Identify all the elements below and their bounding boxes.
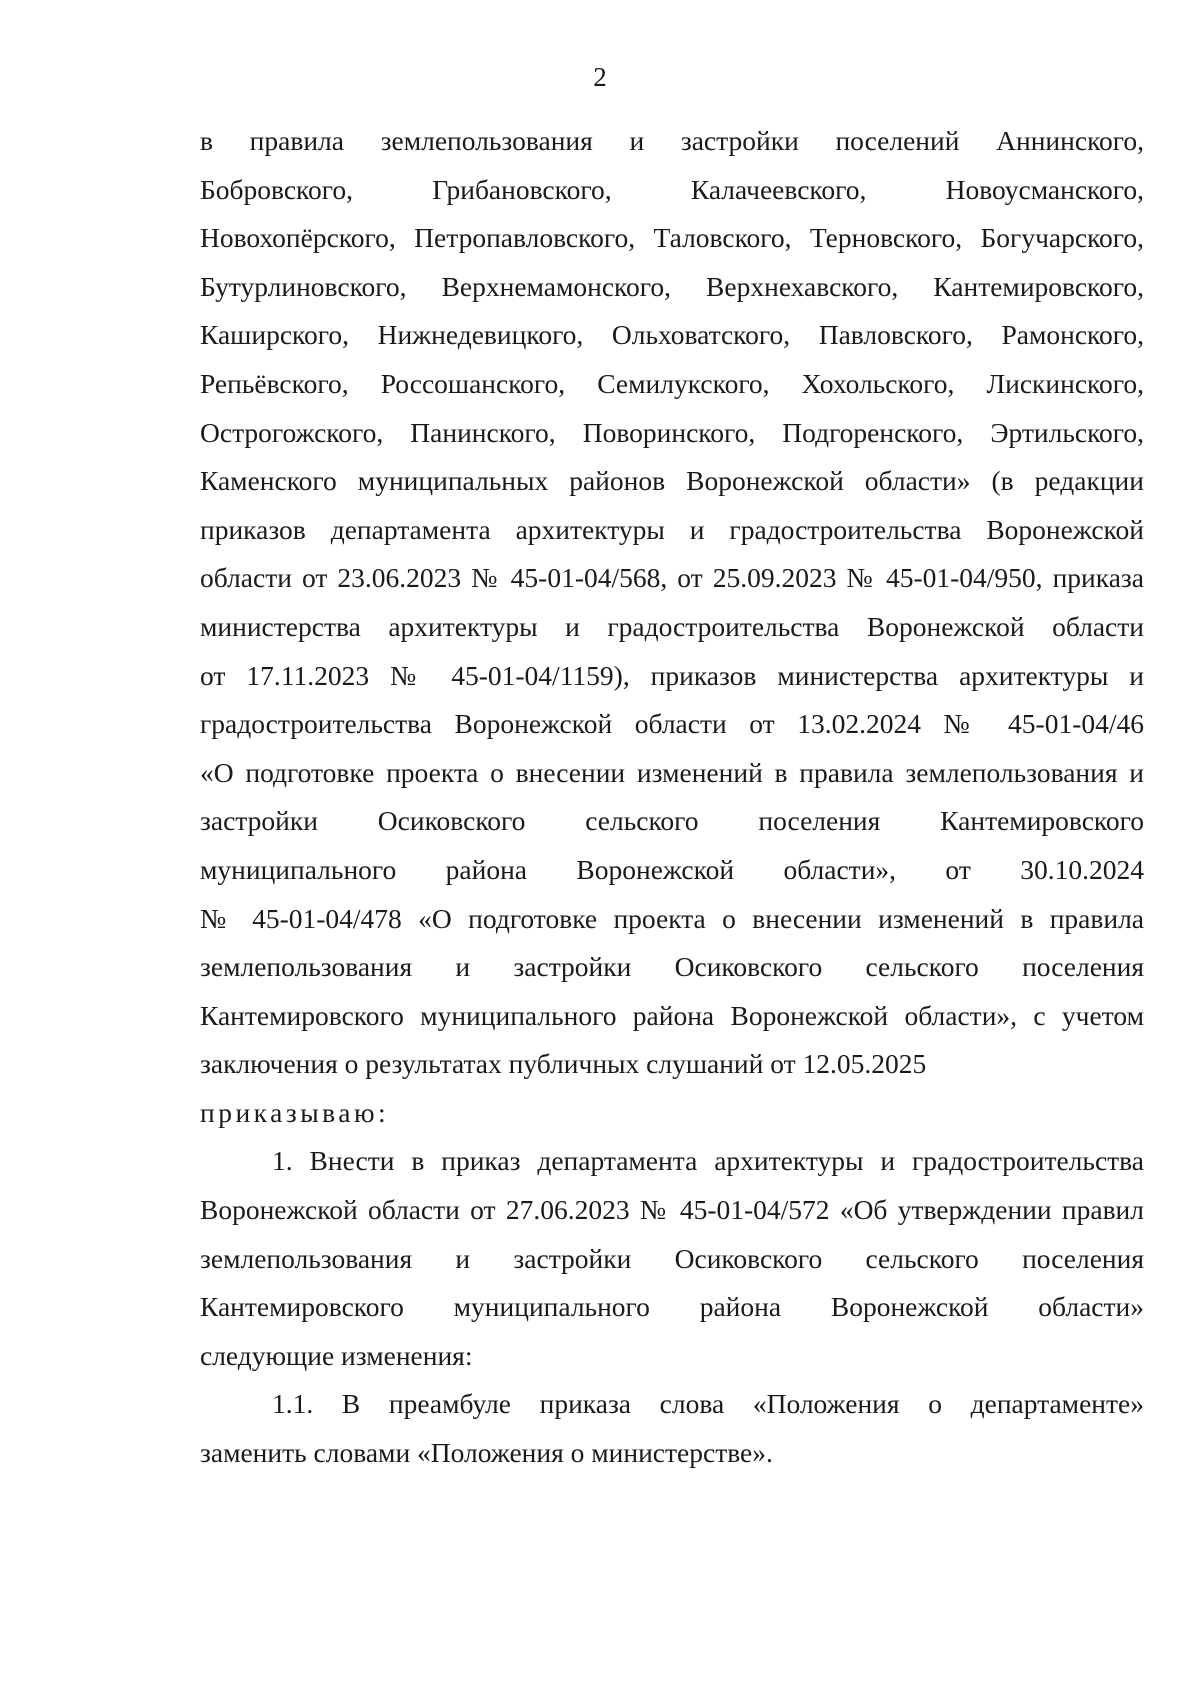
preamble-line: в правила землепользования и застройки поселений Аннинского, [200,125,1144,156]
preamble-line: Кантемировского муниципального района Воронежской области», с учетом [200,999,1144,1031]
preamble-line: от 17.11.2023 № 45-01-04/1159), приказов министерства архитектуры и [200,659,1144,691]
item-1-1-line: заменить словами «Положения о министерстве». [200,1437,773,1469]
preamble-line: Острогожского, Панинского, Поворинского, Подгоренского, Эртильского, [200,416,1144,448]
preamble-line: Каширского, Нижнедевицкого, Ольховатского, Павловского, Рамонского, [200,319,1144,351]
preamble-line: землепользования и застройки Осиковского сельского поселения [200,951,1144,983]
preamble-line: области от 23.06.2023 № 45-01-04/568, от 25.09.2023 № 45-01-04/950, приказа [200,562,1144,594]
page-number: 2 [593,62,607,92]
item-1-line: землепользования и застройки Осиковского сельского поселения [200,1242,1144,1274]
preamble-line: муниципального района Воронежской области», от 30.10.2024 [200,853,1144,885]
item-1-paragraph [200,1137,1144,1380]
preamble-line: Бобровского, Грибановского, Калачеевского, Новоусманского, [200,173,1144,205]
preamble-line: заключения о результатах публичных слушаний от 12.05.2025 [200,1048,927,1080]
item-1-line: Воронежской области от 27.06.2023 № 45-01-04/572 «Об утверждении правил [200,1194,1144,1226]
preamble-line: градостроительства Воронежской области от 13.02.2024 № 45-01-04/46 [200,708,1144,740]
preamble-line: застройки Осиковского сельского поселения Кантемировского [200,805,1144,837]
item-1-line: 1. Внести в приказ департамента архитектуры и градостроительства [272,1145,1144,1177]
document-body [200,117,1144,1478]
item-1-1-paragraph [200,1380,1144,1477]
preamble-line: Репьёвского, Россошанского, Семилукского, Хохольского, Лискинского, [200,367,1144,399]
preamble-line: «О подготовке проекта о внесении изменений в правила землепользования и [200,756,1144,788]
preamble-line: № 45-01-04/478 «О подготовке проекта о внесении изменений в правила [200,902,1144,934]
preamble-line: Новохопёрского, Петропавловского, Таловского, Терновского, Богучарского, [200,222,1144,254]
item-1-1-line: 1.1. В преамбуле приказа слова «Положения о департаменте» [272,1388,1144,1420]
preamble-paragraph [200,117,1144,1089]
preamble-line: Бутурлиновского, Верхнемамонского, Верхнехавского, Кантемировского, [200,270,1144,302]
preamble-line: Каменского муниципальных районов Воронежской области» (в редакции [200,465,1144,497]
preamble-line: приказов департамента архитектуры и градостроительства Воронежской [200,513,1144,545]
item-1-line: Кантемировского муниципального района Воронежской области» [200,1291,1144,1323]
order-word: приказываю: [200,1096,390,1128]
item-1-line: следующие изменения: [200,1339,473,1371]
preamble-line: министерства архитектуры и градостроительства Воронежской области [200,610,1144,642]
